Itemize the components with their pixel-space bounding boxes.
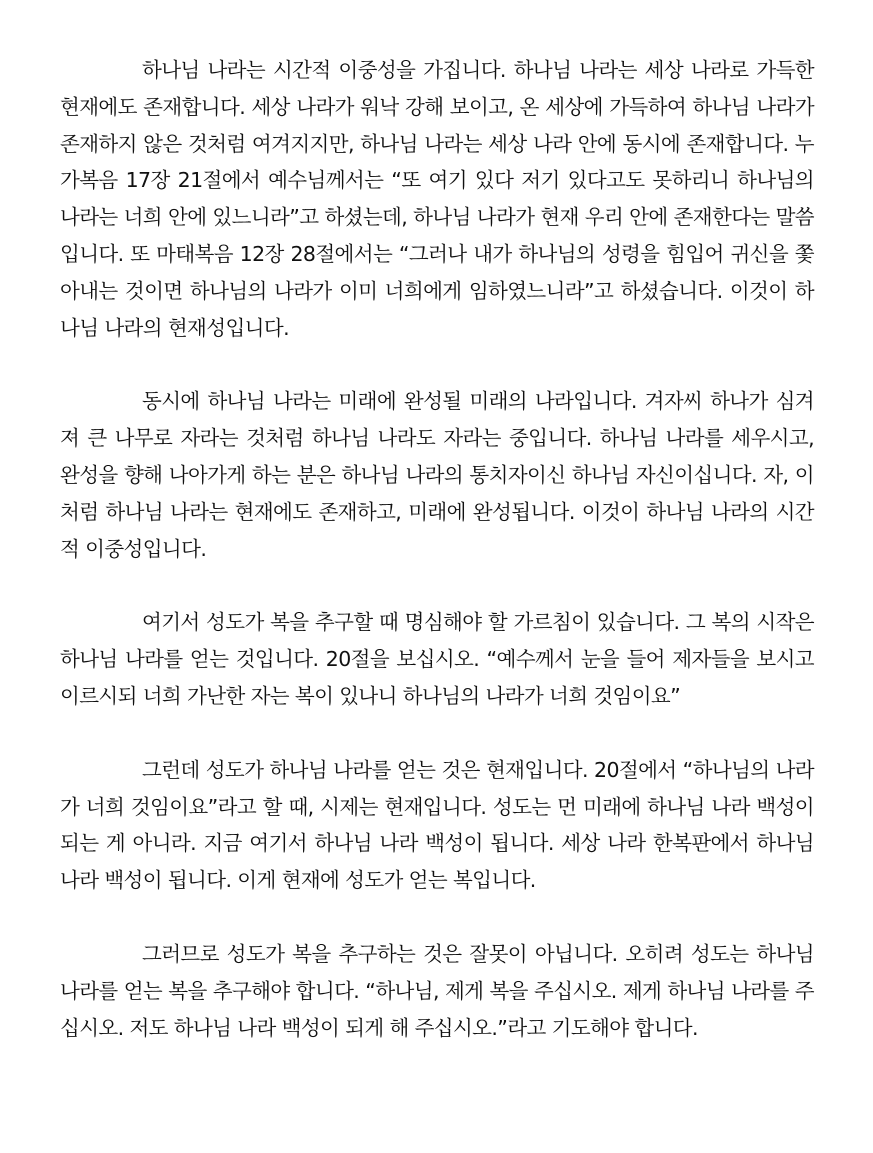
paragraph-5: 그러므로 성도가 복을 추구하는 것은 잘못이 아닙니다. 오히려 성도는 하나님 나라를 얻는 복을 추구해야 합니다. “하나님, 제게 복을 주십시오. 제게 하나님 나라를 주십시오. 저도 하나님 나라 백성이 되게 해 주십시오.”라고 기도해야 합니다. (60, 941, 814, 1040)
paragraph-1: 하나님 나라는 시간적 이중성을 가집니다. 하나님 나라는 세상 나라로 가득한 현재에도 존재합니다. 세상 나라가 워낙 강해 보이고, 온 세상에 가득하여 하나님 나라가 존재하지 않은 것처럼 여겨지지만, 하나님 나라는 세상 나라 안에 동시에 존재합니다. 누가복음 17장 21절에서 예수님께서는 “또 여기 있다 저기 있다고도 못하리니 하나님의 나라는 너희 안에 있느니라”고 하셨는데, 하나님 나라가 현재 우리 안에 존재한다는 말씀입니다. 또 마태복음 12장 28절에서는 “그러나 내가 하나님의 성령을 힘입어 귀신을 쫓아내는 것이면 하나님의 나라가 이미 너희에게 임하였느니라”고 하셨습니다. 이것이 하나님 나라의 현재성입니다. (60, 58, 814, 340)
paragraph-3: 여기서 성도가 복을 추구할 때 명심해야 할 가르침이 있습니다. 그 복의 시작은 하나님 나라를 얻는 것입니다. 20절을 보십시오. “예수께서 눈을 들어 제자들을 보시고 이르시되 너희 가난한 자는 복이 있나니 하나님의 나라가 너희 것임이요” (60, 610, 814, 708)
paragraph-4: 그런데 성도가 하나님 나라를 얻는 것은 현재입니다. 20절에서 “하나님의 나라가 너희 것임이요”라고 할 때, 시제는 현재입니다. 성도는 먼 미래에 하나님 나라 백성이 되는 게 아니라. 지금 여기서 하나님 나라 백성이 됩니다. 세상 나라 한복판에서 하나님 나라 백성이 됩니다. 이게 현재에 성도가 얻는 복입니다. (60, 757, 814, 893)
document-body (60, 52, 814, 1046)
paragraph-2: 동시에 하나님 나라는 미래에 완성될 미래의 나라입니다. 겨자씨 하나가 심겨져 큰 나무로 자라는 것처럼 하나님 나라도 자라는 중입니다. 하나님 나라를 세우시고, 완성을 향해 나아가게 하는 분은 하나님 나라의 통치자이신 하나님 자신이십니다. 자, 이처럼 하나님 나라는 현재에도 존재하고, 미래에 완성됩니다. 이것이 하나님 나라의 시간적 이중성입니다. (60, 389, 814, 561)
